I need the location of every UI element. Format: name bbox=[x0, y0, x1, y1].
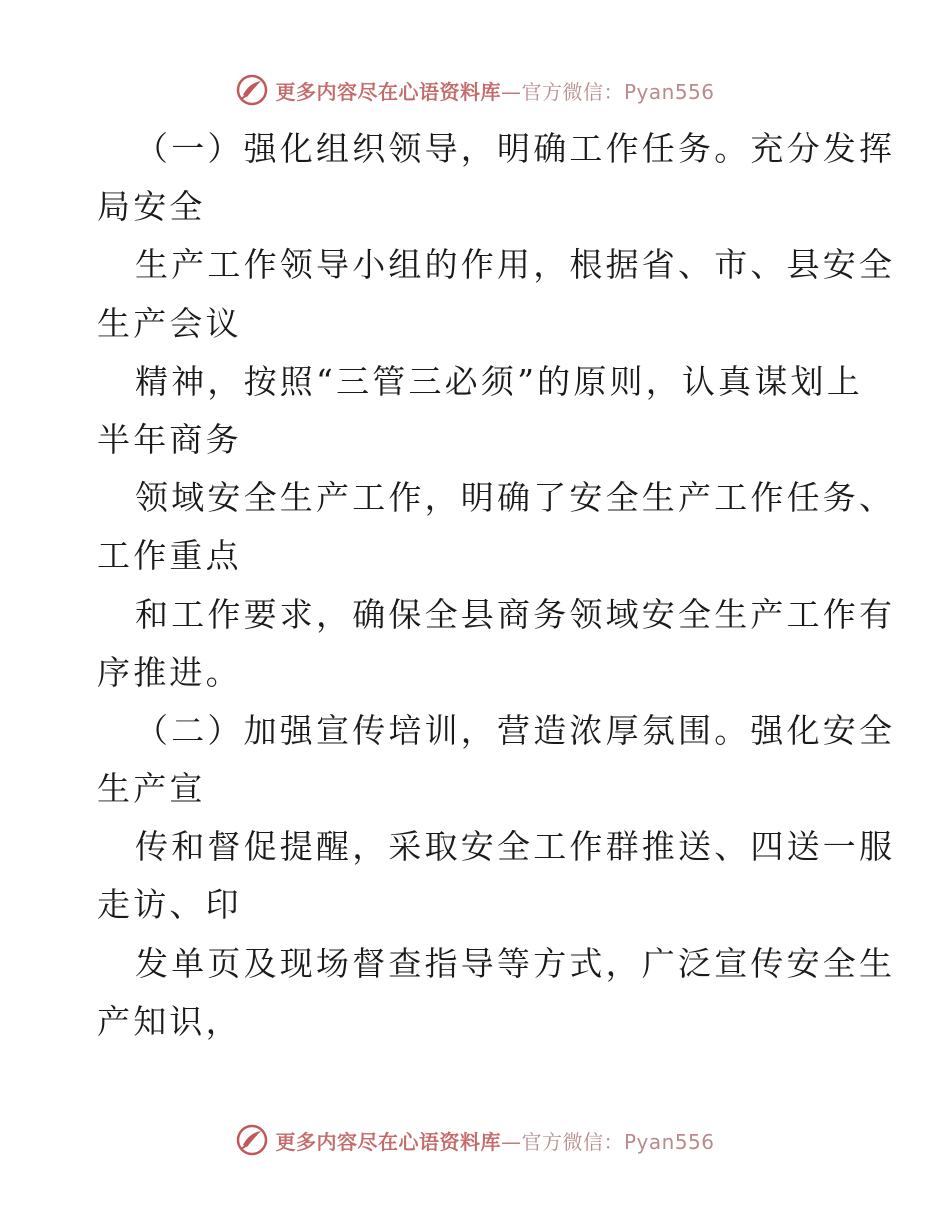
paragraph-line: 和工作要求，确保全县商务领域安全生产工作有 bbox=[135, 594, 896, 634]
pen-logo-icon bbox=[235, 73, 269, 107]
paragraph-line: （二）加强宣传培训，营造浓厚氛围。强化安全 bbox=[135, 710, 896, 750]
header-wechat-label: 官方微信： bbox=[521, 79, 624, 104]
paragraph-line: 生产宣 bbox=[97, 769, 206, 809]
paragraph-line: 发单页及现场督查指导等方式，广泛宣传安全生 bbox=[135, 943, 896, 983]
footer-separator: — bbox=[500, 1129, 522, 1154]
footer-banner-content bbox=[235, 1123, 714, 1157]
header-banner-text bbox=[275, 76, 714, 105]
footer-brand-text: 更多内容尽在心语资料库 bbox=[275, 1129, 501, 1154]
paragraph-line: （一）强化组织领导，明确工作任务。充分发挥 bbox=[135, 129, 896, 168]
paragraph-line: 工作重点 bbox=[97, 536, 242, 576]
document-body bbox=[97, 120, 896, 1051]
paragraph-line: 产知识， bbox=[97, 1001, 242, 1041]
footer-watermark-banner bbox=[0, 1120, 950, 1160]
header-brand-text: 更多内容尽在心语资料库 bbox=[275, 79, 501, 104]
paragraph-line: 走访、印 bbox=[97, 885, 242, 925]
paragraph-line: 序推进。 bbox=[97, 652, 242, 692]
footer-banner-text bbox=[275, 1126, 714, 1155]
paragraph-line: 局安全 bbox=[97, 187, 206, 227]
paragraph-line: 生产会议 bbox=[97, 303, 242, 343]
paragraph-line: 传和督促提醒，采取安全工作群推送、四送一服 bbox=[135, 827, 896, 867]
paragraph-line: 精神，按照“三管三必须”的原则，认真谋划上 bbox=[135, 361, 863, 401]
header-banner-content bbox=[235, 73, 714, 107]
header-watermark-banner bbox=[0, 70, 950, 110]
header-wechat-id: Pyan556 bbox=[623, 79, 715, 104]
paragraph-line: 领域安全生产工作，明确了安全生产工作任务、 bbox=[135, 478, 896, 518]
paragraph-line: 生产工作领导小组的作用，根据省、市、县安全 bbox=[135, 245, 896, 285]
paragraph-line: 半年商务 bbox=[97, 419, 242, 459]
footer-wechat-id: Pyan556 bbox=[623, 1129, 715, 1154]
pen-logo-icon bbox=[235, 1123, 269, 1157]
header-separator: — bbox=[500, 79, 522, 104]
footer-wechat-label: 官方微信： bbox=[521, 1129, 624, 1154]
